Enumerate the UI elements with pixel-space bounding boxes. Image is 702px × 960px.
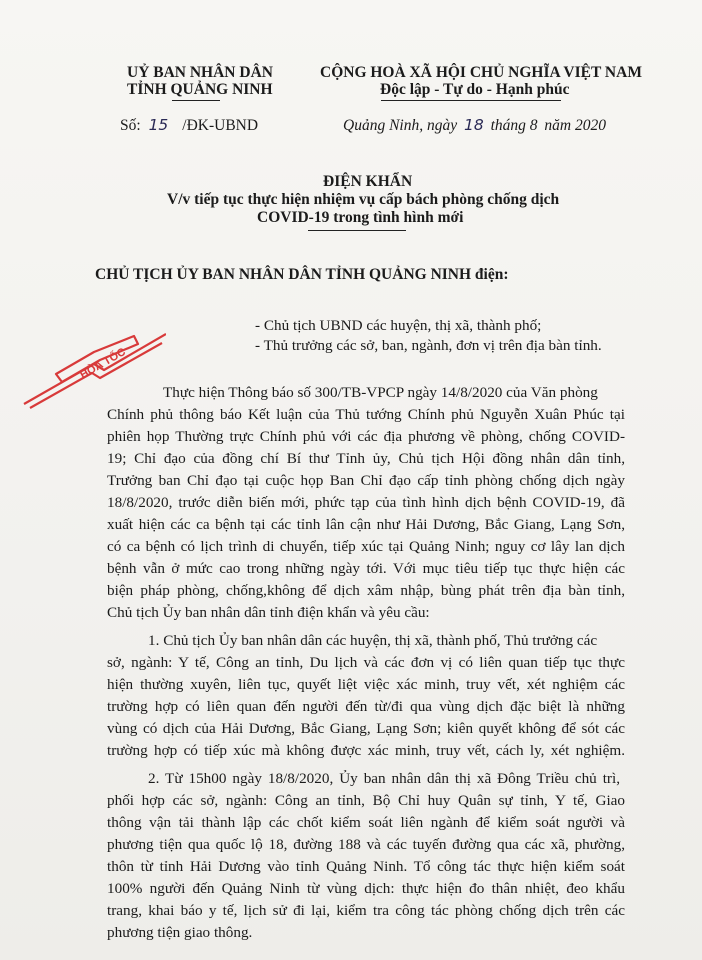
intro-line: 19; Chỉ đạo của đồng chí Bí thư Tỉnh ủy, Chủ tịch Hội đồng nhân dân tỉnh, [107,450,625,467]
intro-line: Thực hiện Thông báo số 300/TB-VPCP ngày 14/8/2020 của Văn phòng [163,384,598,401]
intro-line: có ca bệnh có lịch trình di chuyển, tiếp xúc tại Quảng Ninh; nguy cơ lây lan dịch [107,538,625,555]
intro-line: phiên họp Thường trực Chính phủ với các địa phương về phòng, chống COVID- [107,428,625,445]
section-1-line: vùng có dịch của Hải Dương, Bắc Giang, Lạng Sơn; kiên quyết không để sót các [107,720,625,737]
section-2-line: phương tiện giao thông. [107,924,253,941]
intro-line: xuất hiện các ca bệnh tại các tỉnh lân cận như Hải Dương, Bắc Giang, Lạng Sơn, [107,516,625,533]
document-date [343,116,606,135]
section-2-line: phối hợp các sở, ngành: Công an tỉnh, Bộ Chỉ huy Quân sự tỉnh, Y tế, Giao [107,792,625,809]
intro-line: Chủ tịch Ủy ban nhân dân tỉnh điện khẩn và yêu cầu: [107,604,430,621]
section-2-line: 100% người đến Quảng Ninh từ vùng dịch: thực hiện đo thân nhiệt, đeo khẩu [107,880,625,897]
number-prefix: Số: [120,117,141,134]
date-day-handwritten: 18 [463,116,484,134]
subject-underline [308,230,406,231]
nation-motto: Độc lập - Tự do - Hạnh phúc [380,81,570,98]
section-1-line: trường hợp có tiếp xúc mà không được xác minh, truy vết, cách ly, xét nghiệm. [107,742,625,759]
recipient-2: - Thủ trưởng các sở, ban, ngành, đơn vị trên địa bàn tỉnh. [255,337,602,354]
subject-line1: V/v tiếp tục thực hiện nhiệm vụ cấp bách phòng chống dịch [167,191,560,208]
section-1-line: trường hợp có liên quan đến người đến từ/đi qua vùng dịch đặc biệt là những [107,698,625,715]
section-2-line: 2. Từ 15h00 ngày 18/8/2020, Ủy ban nhân dân thị xã Đông Triều chủ trì, [148,770,620,787]
section-1-line: 1. Chủ tịch Ủy ban nhân dân các huyện, thị xã, thành phố, Thủ trưởng các [148,632,598,649]
recipient-1: - Chủ tịch UBND các huyện, thị xã, thành phố; [255,317,542,334]
date-place: Quảng Ninh, ngày [343,117,458,134]
org-underline [172,100,220,101]
nation-name: CỘNG HOÀ XÃ HỘI CHỦ NGHĨA VIỆT NAM [320,64,642,81]
sender-line: CHỦ TỊCH ỦY BAN NHÂN DÂN TỈNH QUẢNG NINH điện: [95,266,509,283]
intro-line: bệnh vẫn ở mức cao trong những ngày tới. Với mục tiêu tiếp tục thực hiện các [107,560,625,577]
intro-line: biện pháp phòng, chống,không để dịch xâm nhập, bùng phát trên địa bàn tỉnh, [107,582,625,599]
org-name-line1: UỶ BAN NHÂN DÂN [127,64,273,81]
section-2-line: trang, khai báo y tế, lịch sử đi lại, kiểm tra công tác phòng chống dịch trên các [107,902,625,919]
date-year: năm 2020 [544,117,606,134]
section-2-line: thôn từ tỉnh Hải Dương vào tỉnh Quảng Ninh. Tổ công tác thực hiện kiểm soát [107,858,625,875]
intro-line: 18/8/2020, trước diễn biến mới, phức tạp của tình hình dịch bệnh COVID-19, đã [107,494,625,511]
section-2-line: thông vận tải thành lập các chốt kiểm soát liên ngành để kiểm soát người và [107,814,625,831]
section-2-line: phương tiện qua quốc lộ 18, đường 188 và các tuyến đường qua các xã, phường, [107,836,625,853]
intro-line: Trưởng ban Chỉ đạo tại cuộc họp Ban Chỉ đạo cấp tỉnh phòng chống dịch ngày [107,472,625,489]
section-1-line: hiện thường xuyên, liên tục, quyết liệt việc xác minh, truy vết, xét nghiệm các [107,676,625,693]
intro-line: Chính phủ thông báo Kết luận của Thủ tướng Chính phủ Nguyễn Xuân Phúc tại [107,406,625,423]
stamp-text: HỎA TỐC [78,345,128,382]
number-suffix: /ĐK-UBND [182,117,259,134]
number-handwritten: 15 [148,116,169,134]
document-number [120,116,258,135]
org-name-line2: TỈNH QUẢNG NINH [127,81,273,98]
subject-line2: COVID-19 trong tình hình mới [257,209,464,226]
motto-underline [381,100,561,101]
section-1-line: sở, ngành: Y tế, Công an tỉnh, Du lịch và các đơn vị có liên quan tiếp tục thực [107,654,625,671]
document-type-title: ĐIỆN KHẨN [323,173,413,190]
date-month: tháng 8 [490,117,538,134]
